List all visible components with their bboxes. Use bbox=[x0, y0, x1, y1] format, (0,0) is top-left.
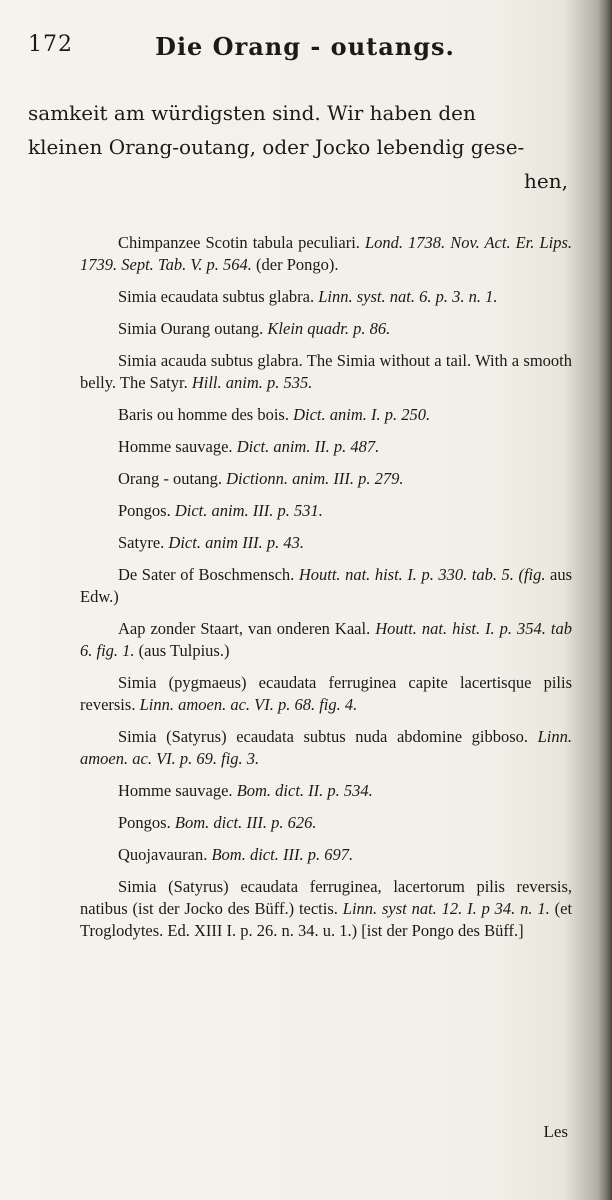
reference-source: Dict. anim. I. p. 250. bbox=[293, 405, 431, 424]
reference-text: Chimpanzee Scotin tabula peculiari. bbox=[118, 233, 360, 252]
reference-text: Satyre. bbox=[118, 533, 165, 552]
reference-text: Simia ecaudata subtus glabra. bbox=[118, 287, 315, 306]
reference-entry bbox=[80, 500, 572, 522]
reference-entry bbox=[80, 618, 572, 662]
reference-entry bbox=[80, 404, 572, 426]
reference-text: Simia (pygmaeus) ecaudata ferruginea capite lacertisque pilis reversis. bbox=[80, 673, 572, 714]
intro-paragraph bbox=[28, 96, 568, 198]
reference-text: De Sater of Boschmensch. bbox=[118, 565, 295, 584]
reference-source: Houtt. nat. hist. I. p. 330. tab. 5. (fig. bbox=[298, 565, 546, 584]
reference-text: Pongos. bbox=[118, 813, 171, 832]
reference-entry bbox=[80, 232, 572, 276]
reference-source: Linn. amoen. ac. VI. p. 69. fig. 3. bbox=[80, 727, 573, 768]
page-number: 172 bbox=[28, 32, 73, 57]
reference-entry bbox=[80, 844, 572, 866]
reference-text: Quojavauran. bbox=[118, 845, 208, 864]
reference-tail: (et Troglodytes. Ed. XIII I. p. 26. n. 34. u. 1.) [ist der Pongo des Büff.] bbox=[80, 899, 573, 940]
reference-entry bbox=[80, 286, 572, 308]
reference-entry bbox=[80, 726, 572, 770]
reference-tail: (aus Tulpius.) bbox=[138, 641, 230, 660]
reference-source: Bom. dict. III. p. 697. bbox=[211, 845, 354, 864]
reference-source: Dict. anim. III. p. 531. bbox=[174, 501, 323, 520]
reference-text: Orang - outang. bbox=[118, 469, 223, 488]
page-header bbox=[28, 32, 582, 68]
reference-text: Simia acauda subtus glabra. The Simia without a tail. With a smooth belly. The Satyr. bbox=[80, 351, 572, 392]
intro-line: kleinen Orang-outang, oder Jocko lebendig gese- bbox=[28, 135, 525, 159]
reference-text: Aap zonder Staart, van onderen Kaal. bbox=[118, 619, 371, 638]
reference-entry bbox=[80, 532, 572, 554]
intro-line: hen, bbox=[524, 169, 568, 193]
reference-entry bbox=[80, 564, 572, 608]
reference-source: Dict. anim III. p. 43. bbox=[168, 533, 305, 552]
reference-entry bbox=[80, 876, 572, 942]
reference-text: Homme sauvage. bbox=[118, 781, 233, 800]
reference-source: Hill. anim. p. 535. bbox=[191, 373, 313, 392]
reference-tail: aus Edw.) bbox=[80, 565, 573, 606]
reference-source: Houtt. nat. hist. I. p. 354. tab 6. fig. 1. bbox=[80, 619, 573, 660]
running-title: Die Orang - outangs. bbox=[155, 32, 455, 61]
reference-source: Linn. amoen. ac. VI. p. 68. fig. 4. bbox=[139, 695, 358, 714]
reference-entry bbox=[80, 468, 572, 490]
reference-entry bbox=[80, 812, 572, 834]
reference-entry bbox=[80, 780, 572, 802]
reference-entry bbox=[80, 350, 572, 394]
reference-text: Simia Ourang outang. bbox=[118, 319, 264, 338]
catchword: Les bbox=[543, 1122, 568, 1141]
reference-text: Simia (Satyrus) ecaudata ferruginea, lacertorum pilis reversis, natibus (ist der Jocko des Büff.) tectis. bbox=[80, 877, 572, 918]
reference-source: Klein quadr. p. 86. bbox=[267, 319, 391, 338]
reference-text: Simia (Satyrus) ecaudata subtus nuda abdomine gibboso. bbox=[118, 727, 529, 746]
reference-text: Baris ou homme des bois. bbox=[118, 405, 289, 424]
reference-source: Linn. syst nat. 12. I. p 34. n. 1. bbox=[342, 899, 550, 918]
reference-source: Linn. syst. nat. 6. p. 3. n. 1. bbox=[318, 287, 498, 306]
reference-entry bbox=[80, 318, 572, 340]
reference-source: Dict. anim. II. p. 487. bbox=[236, 437, 380, 456]
reference-source: Lond. 1738. Nov. Act. Er. Lips. 1739. Sept. Tab. V. p. 564. bbox=[80, 233, 572, 274]
reference-text: Pongos. bbox=[118, 501, 171, 520]
reference-source: Dictionn. anim. III. p. 279. bbox=[226, 469, 404, 488]
reference-tail: (der Pongo). bbox=[256, 255, 339, 274]
spine-shadow bbox=[598, 0, 612, 1200]
reference-source: Bom. dict. II. p. 534. bbox=[236, 781, 373, 800]
reference-text: Homme sauvage. bbox=[118, 437, 233, 456]
reference-entry bbox=[80, 436, 572, 458]
reference-entry bbox=[80, 672, 572, 716]
intro-line: samkeit am würdigsten sind. Wir haben den bbox=[28, 101, 476, 125]
reference-list bbox=[80, 232, 572, 952]
reference-source: Bom. dict. III. p. 626. bbox=[174, 813, 317, 832]
